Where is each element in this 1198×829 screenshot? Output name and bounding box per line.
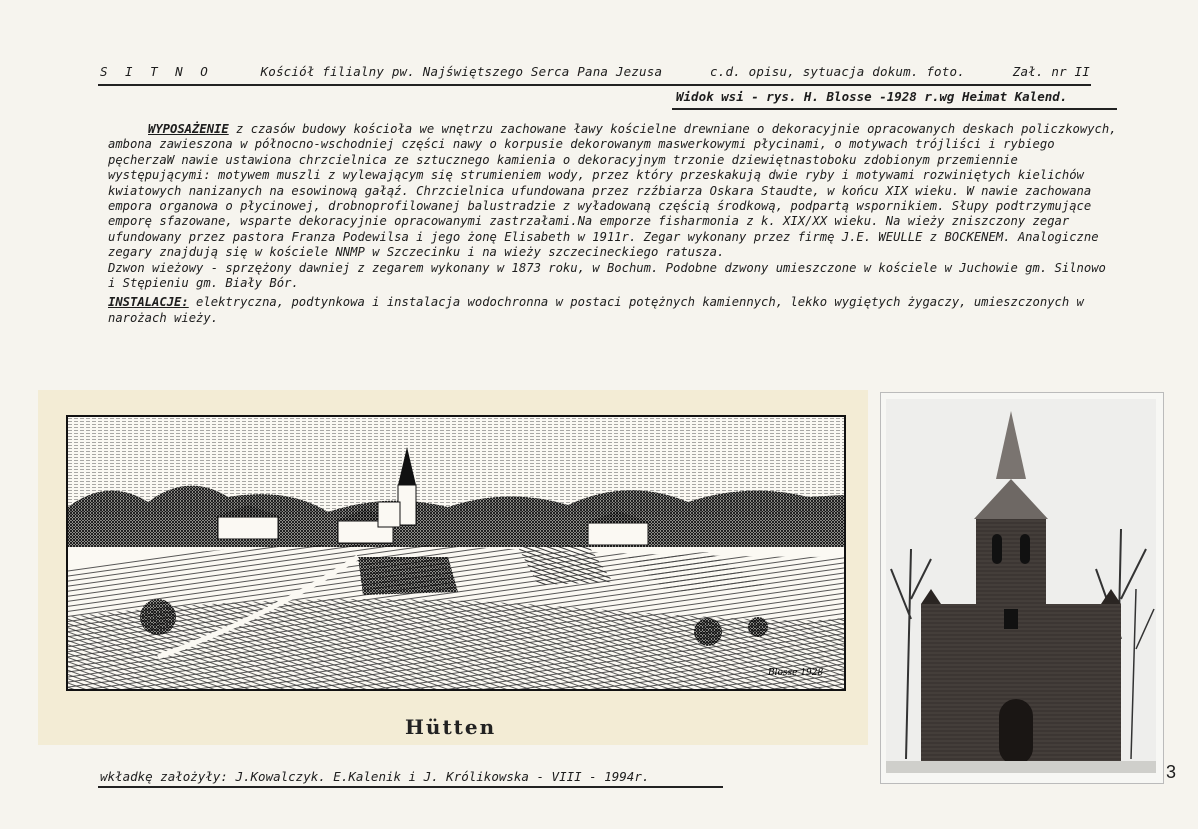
equipment-paragraph <box>108 122 1118 261</box>
attachment-number: Zał. nr II <box>1012 64 1090 79</box>
village-drawing <box>68 417 844 689</box>
church-name: Kościół filialny pw. Najświętszego Serca Pana Jezusa <box>260 64 663 79</box>
header-line <box>100 64 1090 79</box>
header-rule <box>98 84 1091 86</box>
place-name: S I T N O <box>100 64 213 79</box>
bell-paragraph: Dzwon wieżowy - sprzężony dawniej z zegarem wykonany w 1873 roku, w Bochum. Podobne dzwony umieszczone w kościele w Juchowie gm. Silnowo i Stępieniu gm. Biały Bór. <box>108 260 1106 291</box>
credits-line: wkładkę założyły: J.Kowalczyk. E.Kalenik i J. Królikowska - VIII - 1994r. <box>100 769 650 784</box>
installations-text: elektryczna, podtynkowa i instalacja wodochronna w postaci potężnych kamiennych, lekko wygiętych żygaczy, umieszczonych w narożach wieży. <box>108 295 1084 325</box>
church-photo <box>886 399 1156 773</box>
installations-label: INSTALACJE: <box>108 295 189 310</box>
subtitle-rule <box>672 108 1117 110</box>
church-photo-mount <box>880 392 1164 784</box>
village-sketch <box>66 415 846 691</box>
section-title: c.d. opisu, sytuacja dokum. foto. <box>710 64 965 79</box>
page-number: 3 <box>1166 762 1177 782</box>
equipment-text: z czasów budowy kościoła we wnętrzu zachowane ławy kościelne drewniane o dekoracyjnie opracowanych deskach policzkowych, ambona zawieszona w północno-wschodniej części nawy o korpusie dekorowanym maswerkowymi płycinami, o motywach trójliści i rybiego pęcherzaW nawie ustawiona chrzcielnica ze sztucznego kamienia o dekoracyjnym trzonie dziewiętnastoboku zdobionym przemiennie występującymi: motywem muszli z wylewającym się strumieniem wody, przez który przeskakują dwie ryby i motywami rozwiniętych kielichów kwiatowych nanizanych na esowinową gałąź. Chrzcielnica ufundowana przez rzźbiarza Oskara Staudte, w końcu XIX wieku. W nawie zachowana empora organowa o płycinowej, drobnoprofilowanej balustradzie z wyładowaną częścią środkową, podpartą wspornikiem. Słupy podtrzymujące emporę sfazowane, wsparte dekoracyjnie opracowanymi zastrzałami.Na emporze fisharmonia z k. XIX/XX wieku. Na wieży zniszczony zegar ufundowany przez pastora Franza Podewilsa i jego żonę Elisabeth w 1911r. Zegar wykonany przez firmę J.E. WEULLE z BOCKENEM. Analogiczne zegary znajdują się w kościele NNMP w Szczecinku i na wieży szczecineckiego ratusza. <box>108 122 1117 260</box>
subtitle: Widok wsi - rys. H. Blosse -1928 r.wg Heimat Kalend. <box>676 89 1068 104</box>
church-photo-image <box>886 399 1156 773</box>
sketch-caption: Hütten <box>405 715 497 739</box>
description-body <box>108 122 1118 326</box>
artist-signature: Blosse 1928 <box>768 668 824 678</box>
credits-rule <box>98 786 723 788</box>
equipment-label: WYPOSAŻENIE <box>148 122 229 136</box>
installations-paragraph <box>108 295 1118 326</box>
